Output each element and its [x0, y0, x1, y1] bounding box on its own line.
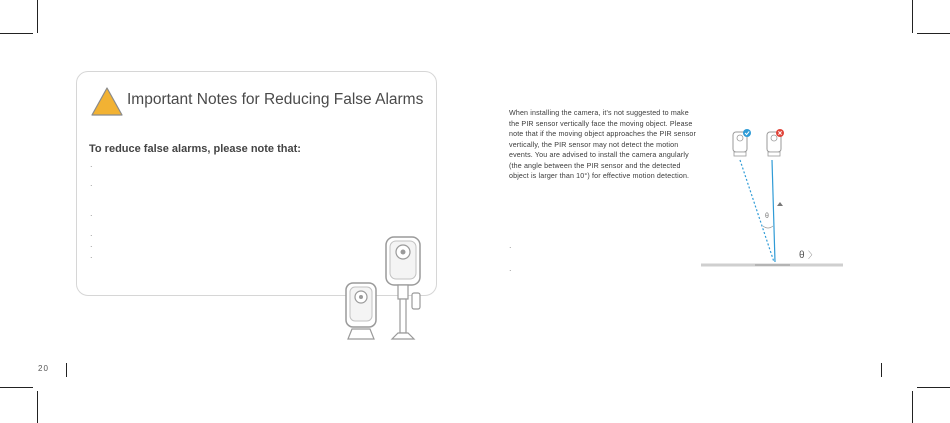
- list-item: .: [509, 263, 512, 273]
- section-header: [90, 86, 440, 118]
- intro-text: To reduce false alarms, please note that:: [89, 143, 301, 155]
- list-item: .: [90, 228, 93, 238]
- crop-mark: [37, 0, 38, 33]
- crop-mark: [917, 33, 950, 34]
- camera-mount-illustration: [340, 235, 440, 345]
- angle-arrow-glyph: 〉: [808, 251, 818, 261]
- check-badge-icon: [743, 129, 751, 137]
- crop-mark: [66, 363, 67, 377]
- crop-mark: [37, 391, 38, 423]
- list-item: .: [509, 240, 512, 250]
- angle-label: θ: [799, 250, 805, 261]
- angle-label-small: θ: [765, 213, 769, 220]
- installation-paragraph: When installing the camera, it's not suggested to make the PIR sensor vertically face the moving object. Please note that if the moving object approaches the PIR sensor vertically, the PIR sensor may not detect the motion events. You are advised to install the camera angularly (the angle between the PIR sensor and the detected object is larger than 10°) for effective motion detection.: [509, 109, 697, 180]
- list-item: .: [90, 250, 93, 260]
- crop-mark: [0, 387, 33, 388]
- crop-mark: [881, 363, 882, 377]
- section-title: Important Notes for Reducing False Alarms: [127, 91, 424, 108]
- list-item: .: [90, 178, 93, 188]
- list-item: .: [90, 208, 93, 218]
- warning-triangle-icon: [90, 86, 124, 118]
- pir-angle-diagram: [695, 122, 855, 272]
- crop-mark: [912, 391, 913, 423]
- crop-mark: [0, 33, 33, 34]
- page-number: 20: [38, 364, 49, 373]
- crop-mark: [912, 0, 913, 33]
- list-item: .: [90, 239, 93, 249]
- crop-mark: [917, 387, 950, 388]
- list-item: .: [90, 159, 93, 169]
